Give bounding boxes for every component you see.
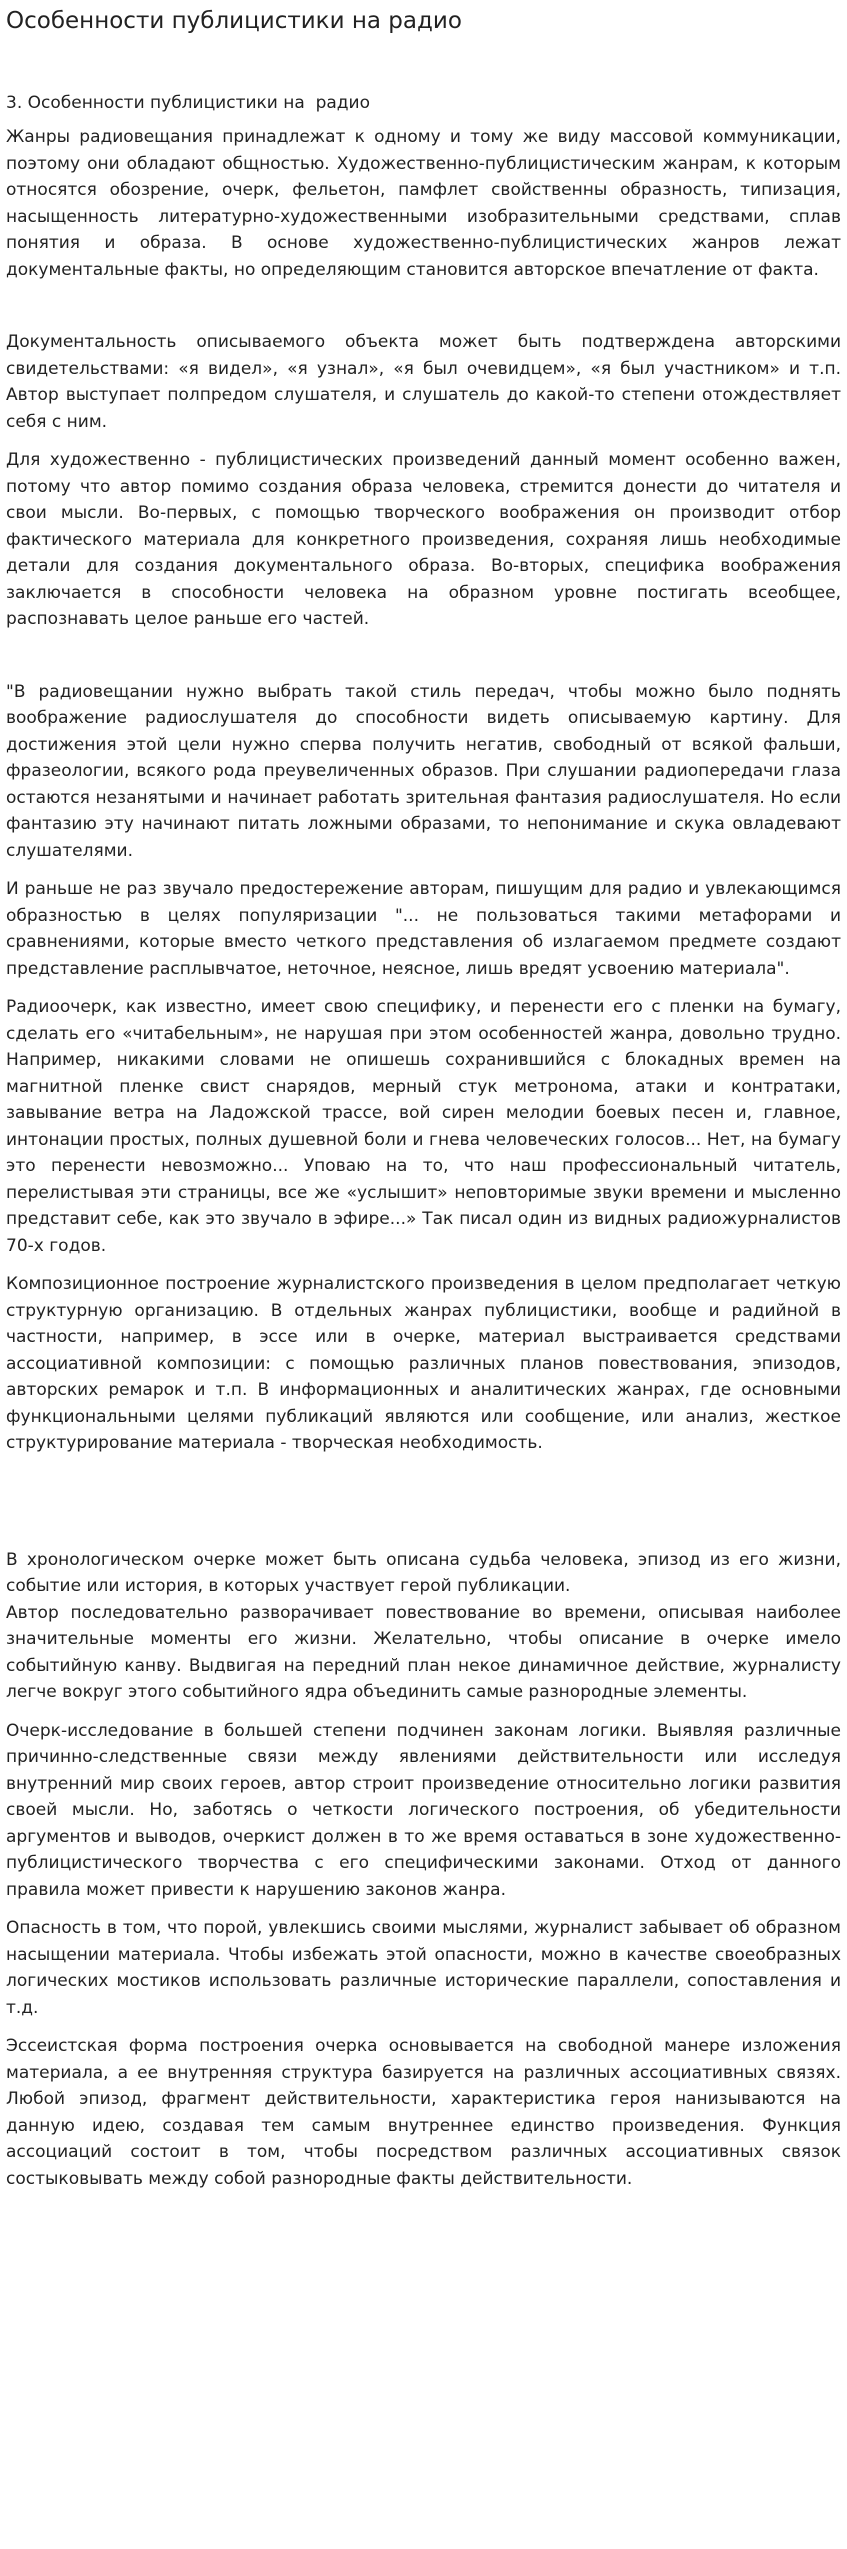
- paragraph-essay-research: Очерк-исследование в большей степени подчинен законам логики. Выявляя различные причинно-следственные связи между явлениями действительности или исследуя внутренний мир своих героев, автор строит произведение относительно логики развития своей мысли. Но, заботясь о четкости логического построения, об убедительности аргументов и выводов, очеркист должен в то же время оставаться в зоне художественно-публицистического творчества с его специфическими законами. Отход от данного правила может привести к нарушению законов жанра.: [6, 1720, 841, 1900]
- page-title: Особенности публицистики на радио: [6, 8, 462, 34]
- paragraph-chronological-essay: В хронологическом очерке может быть описана судьба человека, эпизод из его жизни, событие или история, в которых участвует герой публикации.: [6, 1549, 841, 1596]
- paragraph-danger: Опасность в том, что порой, увлекшись своими мыслями, журналист забывает об образном насыщении материала. Чтобы избежать этой опасности, можно в качестве своеобразных логических мостиков использовать различные исторические параллели, сопоставления и т.д.: [6, 1918, 841, 2018]
- paragraph-author-narration: Автор последовательно разворачивает повествование во времени, описывая наиболее значительные моменты его жизни. Желательно, чтобы описание в очерке имело событийную канву. Выдвигая на передний план некое динамичное действие, журналисту легче вокруг этого событийного ядра объединить самые разнородные элементы.: [6, 1602, 841, 1702]
- paragraph-essayistic-form: Эссеистская форма построения очерка основывается на свободной манере изложения материала, а ее внутренняя структура базируется на различных ассоциативных связях. Любой эпизод, фрагмент действительности, характеристика героя нанизываются на данную идею, создавая тем самым внутреннее единство произведения. Функция ассоциаций состоит в том, чтобы посредством различных ассоциативных связок состыковывать между собой разнородные факты действительности.: [6, 2036, 841, 2189]
- section-heading: 3. Особенности публицистики на радио: [6, 93, 370, 113]
- paragraph-documentality: Документальность описываемого объекта может быть подтверждена авторскими свидетельствами: «я видел», «я узнал», «я был очевидцем», «я был участником» и т.п. Автор выступает полпредом слушателя, и слушатель до какой-то степени отождествляет себя с ним.: [6, 332, 841, 432]
- paragraph-composition: Композиционное построение журналистского произведения в целом предполагает четкую структурную организацию. В отдельных жанрах публицистики, вообще и радийной в частности, например, в эссе или в очерке, материал выстраивается средствами ассоциативной композиции: с помощью различных планов повествования, эпизодов, авторских ремарок и т.п. В информационных и аналитических жанрах, где основными функциональными целями публикаций являются или сообщение, или анализ, жесткое структурирование материала - творческая необходимость.: [6, 1274, 841, 1453]
- paragraph-radio-style-quote: "В радиовещании нужно выбрать такой стиль передач, чтобы можно было поднять воображение радиослушателя до способности видеть описываемую картину. Для достижения этой цели нужно сперва получить негатив, свободный от всякой фальши, фразеологии, всякого рода преувеличенных образов. При слушании радиопередачи глаза остаются незанятыми и начинает работать зрительная фантазия радиослушателя. Но если фантазию эту начинают питать ложными образами, то непонимание и скука овладевают слушателями.: [6, 681, 841, 861]
- paragraph-genres: Жанры радиовещания принадлежат к одному и тому же виду массовой коммуникации, поэтому они обладают общностью. Художественно-публицистическим жанрам, к которым относятся обозрение, очерк, фельетон, памфлет свойственны образность, типизация, насыщенность литературно-художественными изобразительными средствами, сплав понятия и образа. В основе художественно-публицистических жанров лежат документальные факты, но определяющим становится авторское впечатление от факта.: [6, 127, 841, 280]
- paragraph-warning-authors: И раньше не раз звучало предостережение авторам, пишущим для радио и увлекающимся образностью в целях популяризации "... не пользоваться такими метафорами и сравнениями, которые вместо четкого представления об излагаемом предмете создают представление расплывчатое, неточное, неясное, лишь вредят усвоению материала".: [6, 879, 841, 979]
- paragraph-author-thoughts: Для художественно - публицистических произведений данный момент особенно важен, потому что автор помимо создания образа человека, стремится донести до читателя и свои мысли. Во-первых, с помощью творческого воображения он производит отбор фактического материала для конкретного произведения, сохраняя лишь необходимые детали для создания документального образа. Во-вторых, специфика воображения заключается в способности человека на образном уровне постигать всеобщее, распознавать целое раньше его частей.: [6, 450, 841, 629]
- paragraph-radio-essay: Радиоочерк, как известно, имеет свою специфику, и перенести его с пленки на бумагу, сделать его «читабельным», не нарушая при этом особенностей жанра, довольно трудно. Например, никакими словами не опишешь сохранившийся с блокадных времен на магнитной пленке свист снарядов, мерный стук метронома, атаки и контратаки, завывание ветра на Ладожской трассе, вой сирен мелодии боевых песен и, главное, интонации простых, полных душевной боли и гнева человеческих голосов... Нет, на бумагу это перенести невозможно... Уповаю на то, что наш профессиональный читатель, перелистывая эти страницы, все же «услышит» неповторимые звуки времени и мысленно представит себе, как это звучало в эфире...» Так писал один из видных радиожурналистов 70-х годов.: [6, 997, 841, 1256]
